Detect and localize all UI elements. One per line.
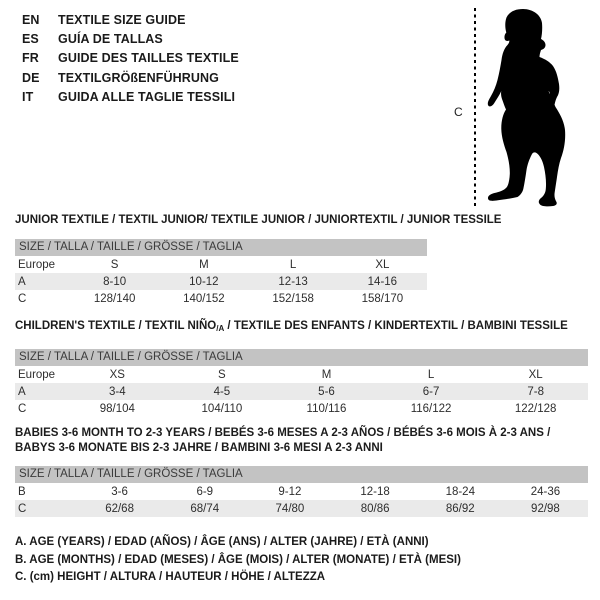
size-cell: 3-4 (108, 385, 126, 398)
junior-section-title: JUNIOR TEXTILE / TEXTIL JUNIOR/ TEXTILE JUNIOR / JUNIORTEXTIL / JUNIOR TESSILE (15, 214, 502, 226)
size-cell: 74/80 (275, 502, 305, 515)
language-row (22, 68, 239, 87)
size-cell: 92/98 (531, 502, 560, 515)
language-row (22, 49, 239, 68)
table-row (15, 366, 588, 383)
size-cell: 7-8 (527, 385, 544, 398)
babies-title-line2: BABYS 3-6 MONATE BIS 2-3 JAHRE / BAMBINI 3-6 MESI A 2-3 ANNI (15, 441, 383, 454)
children-title-text: / TEXTILE DES ENFANTS / KINDERTEXTIL / BAMBINI TESSILE (224, 320, 568, 332)
size-cell: M (321, 368, 332, 381)
table-row (15, 256, 427, 273)
table-row (15, 500, 588, 517)
language-label: TEXTILE SIZE GUIDE (58, 12, 186, 27)
size-cell: 3-6 (111, 485, 128, 498)
language-label: GUIDE DES TAILLES TEXTILE (58, 51, 239, 66)
height-measure-label: C (454, 105, 463, 119)
size-cell: S (218, 368, 226, 381)
language-label: TEXTILGRÖßENFÜHRUNG (58, 70, 219, 85)
children-size-table (15, 349, 588, 417)
size-cell: 104/110 (201, 402, 243, 415)
footnotes (15, 534, 461, 587)
table-row (15, 273, 427, 290)
row-label: C (18, 292, 27, 305)
table-row (15, 290, 427, 307)
size-cell: 6-9 (196, 485, 214, 498)
size-cell: 4-5 (213, 385, 231, 398)
junior-size-table (15, 239, 427, 307)
size-cell: 12-13 (278, 275, 308, 288)
size-cell: 122/128 (514, 402, 557, 415)
language-row (22, 88, 239, 107)
size-cell: 68/74 (190, 502, 220, 515)
language-label: GUÍA DE TALLAS (58, 32, 163, 47)
size-cell: 9-12 (278, 485, 302, 498)
size-cell: 110/116 (306, 402, 347, 415)
size-cell: L (289, 258, 297, 271)
language-code: DE (22, 70, 40, 85)
size-cell: 140/152 (183, 292, 225, 305)
footnote-a: A. AGE (YEARS) / EDAD (AÑOS) / ÂGE (ANS) / ALTER (JAHRE) / ETÀ (ANNI) (15, 536, 429, 548)
language-row (22, 10, 239, 29)
babies-size-table (15, 466, 588, 517)
size-cell: 116/122 (410, 402, 452, 415)
size-cell: 12-18 (360, 485, 390, 498)
footnote-b: B. AGE (MONTHS) / EDAD (MESES) / ÂGE (MOIS) / ALTER (MONATE) / ETÀ (MESI) (15, 553, 461, 566)
language-label: GUIDA ALLE TAGLIE TESSILI (58, 90, 236, 105)
baby-silhouette-icon (480, 0, 600, 215)
children-title-text: CHILDREN'S TEXTILE / TEXTIL NIÑO (15, 320, 217, 332)
size-cell: 80/86 (360, 502, 390, 515)
size-cell: 128/140 (93, 292, 136, 305)
size-cell: 152/158 (272, 292, 314, 305)
size-cell: 24-36 (530, 485, 561, 498)
babies-title-line1: BABIES 3-6 MONTH TO 2-3 YEARS / BEBÉS 3-6 MESES A 2-3 AÑOS / BÉBÉS 3-6 MOIS À 2-3 ANS / (15, 427, 551, 439)
row-label: A (18, 275, 26, 288)
row-label: Europe (18, 258, 56, 271)
size-cell: 18-24 (445, 485, 475, 498)
row-label: A (18, 385, 26, 398)
row-label: B (18, 485, 26, 498)
children-section-title (15, 320, 568, 333)
size-cell: M (199, 258, 209, 271)
size-cell: XL (375, 258, 390, 271)
row-label: C (18, 402, 27, 415)
size-header-bar: SIZE / TALLA / TAILLE / GRÖSSE / TAGLIA (15, 466, 588, 483)
language-code: ES (22, 32, 39, 47)
language-list (22, 10, 239, 107)
size-cell: 98/104 (99, 402, 135, 415)
row-label: C (18, 502, 27, 515)
table-row (15, 400, 588, 417)
height-measure-dotted-line (474, 8, 476, 207)
children-title-subscript: /A (216, 324, 225, 333)
size-cell: 86/92 (445, 502, 475, 515)
size-cell: XL (528, 368, 543, 381)
size-cell: L (427, 368, 435, 381)
size-cell: 10-12 (189, 275, 219, 288)
size-cell: 5-6 (318, 385, 335, 398)
table-row (15, 483, 588, 500)
table-row (15, 383, 588, 400)
size-header-bar: SIZE / TALLA / TAILLE / GRÖSSE / TAGLIA (15, 349, 588, 366)
size-cell: 6-7 (422, 385, 440, 398)
language-code: EN (22, 12, 40, 27)
language-code: IT (22, 90, 34, 105)
size-cell: S (110, 258, 119, 271)
language-row (22, 29, 239, 48)
size-cell: XS (109, 368, 125, 381)
size-cell: 14-16 (367, 275, 398, 288)
size-header-bar: SIZE / TALLA / TAILLE / GRÖSSE / TAGLIA (15, 239, 427, 256)
size-cell: 158/170 (361, 292, 404, 305)
size-cell: 62/68 (105, 502, 134, 515)
baby-figure (440, 0, 600, 215)
row-label: Europe (18, 368, 56, 381)
size-cell: 8-10 (103, 275, 127, 288)
babies-section-title (15, 426, 550, 455)
footnote-c: C. (cm) HEIGHT / ALTURA / HAUTEUR / HÖHE / ALTEZZA (15, 571, 326, 583)
language-code: FR (22, 51, 39, 66)
